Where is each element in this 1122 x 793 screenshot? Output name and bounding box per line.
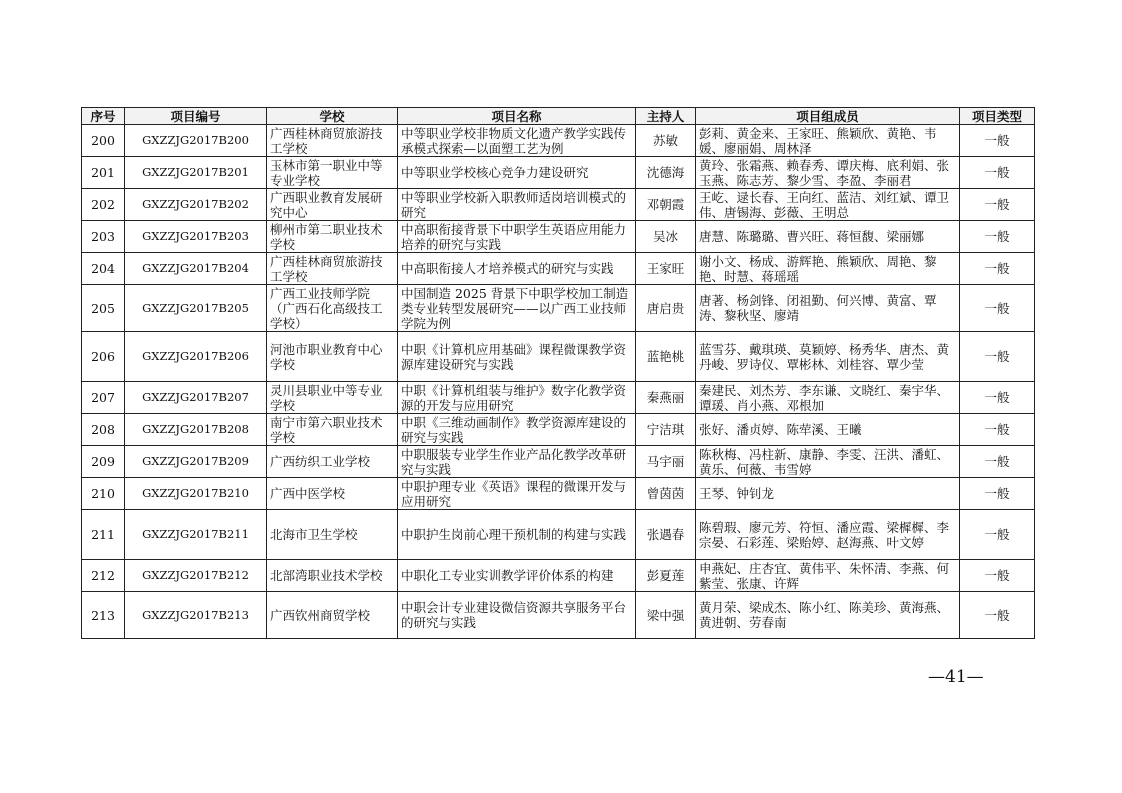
cell-type: 一般 <box>960 125 1035 157</box>
cell-code: GXZZJG2017B202 <box>125 189 267 221</box>
cell-school: 灵川县职业中等专业学校 <box>267 382 398 414</box>
cell-host: 邓朝霞 <box>636 189 696 221</box>
cell-project-name: 中职护生岗前心理干预机制的构建与实践 <box>398 510 636 560</box>
cell-index: 209 <box>82 446 125 478</box>
cell-host: 苏敏 <box>636 125 696 157</box>
header-type: 项目类型 <box>960 108 1035 125</box>
cell-host: 蓝艳桃 <box>636 332 696 382</box>
cell-host: 王家旺 <box>636 253 696 285</box>
cell-school: 北部湾职业技术学校 <box>267 560 398 592</box>
cell-members: 张好、潘贞婷、陈荦溪、王曦 <box>696 414 960 446</box>
cell-members: 黄月荣、梁成杰、陈小红、陈美珍、黄海燕、黄进朝、劳春南 <box>696 592 960 639</box>
table-row <box>82 592 1035 639</box>
cell-index: 203 <box>82 221 125 253</box>
cell-school: 广西职业教育发展研究中心 <box>267 189 398 221</box>
cell-code: GXZZJG2017B204 <box>125 253 267 285</box>
cell-type: 一般 <box>960 253 1035 285</box>
cell-code: GXZZJG2017B209 <box>125 446 267 478</box>
table-row <box>82 478 1035 510</box>
header-host: 主持人 <box>636 108 696 125</box>
cell-members: 陈秋梅、冯柱新、康静、李雯、汪洪、潘虹、黄乐、何薇、韦雪婷 <box>696 446 960 478</box>
cell-index: 205 <box>82 285 125 332</box>
cell-type: 一般 <box>960 285 1035 332</box>
cell-index: 211 <box>82 510 125 560</box>
cell-index: 204 <box>82 253 125 285</box>
cell-school: 广西桂林商贸旅游技工学校 <box>267 253 398 285</box>
cell-code: GXZZJG2017B212 <box>125 560 267 592</box>
table-row <box>82 414 1035 446</box>
cell-index: 208 <box>82 414 125 446</box>
cell-host: 宁洁琪 <box>636 414 696 446</box>
cell-host: 曾茵茵 <box>636 478 696 510</box>
cell-school: 玉林市第一职业中等专业学校 <box>267 157 398 189</box>
projects-table <box>81 107 1035 639</box>
cell-school: 柳州市第二职业技术学校 <box>267 221 398 253</box>
table-row <box>82 510 1035 560</box>
page-number: —41— <box>928 667 984 687</box>
cell-index: 212 <box>82 560 125 592</box>
cell-code: GXZZJG2017B207 <box>125 382 267 414</box>
cell-members: 申燕妃、庄杏宜、黄伟平、朱怀清、李燕、何紫莹、张康、许辉 <box>696 560 960 592</box>
cell-school: 南宁市第六职业技术学校 <box>267 414 398 446</box>
cell-type: 一般 <box>960 510 1035 560</box>
cell-school: 北海市卫生学校 <box>267 510 398 560</box>
cell-members: 谢小文、杨成、游辉艳、熊颖欣、周艳、黎艳、时慧、蒋瑶瑶 <box>696 253 960 285</box>
cell-host: 张遇春 <box>636 510 696 560</box>
table-row <box>82 125 1035 157</box>
table-row <box>82 560 1035 592</box>
cell-index: 210 <box>82 478 125 510</box>
cell-project-name: 中职会计专业建设微信资源共享服务平台的研究与实践 <box>398 592 636 639</box>
header-row <box>82 108 1035 125</box>
cell-code: GXZZJG2017B213 <box>125 592 267 639</box>
cell-project-name: 中职服装专业学生作业产品化教学改革研究与实践 <box>398 446 636 478</box>
cell-members: 黄玲、张霜燕、赖春秀、谭庆梅、底利娟、张玉燕、陈志芳、黎少雪、李盈、李丽君 <box>696 157 960 189</box>
cell-index: 202 <box>82 189 125 221</box>
cell-school: 河池市职业教育中心学校 <box>267 332 398 382</box>
cell-code: GXZZJG2017B211 <box>125 510 267 560</box>
cell-type: 一般 <box>960 592 1035 639</box>
cell-host: 梁中强 <box>636 592 696 639</box>
cell-type: 一般 <box>960 189 1035 221</box>
cell-project-name: 中等职业学校非物质文化遗产教学实践传承模式探索—以面塑工艺为例 <box>398 125 636 157</box>
header-school: 学校 <box>267 108 398 125</box>
cell-project-name: 中高职衔接人才培养模式的研究与实践 <box>398 253 636 285</box>
cell-type: 一般 <box>960 560 1035 592</box>
cell-index: 206 <box>82 332 125 382</box>
table-row <box>82 285 1035 332</box>
cell-host: 秦燕丽 <box>636 382 696 414</box>
cell-members: 蓝雪芬、戴琪瑛、莫颖婷、杨秀华、唐杰、黄丹峻、罗诗仪、覃彬林、刘桂容、覃少莹 <box>696 332 960 382</box>
table-row <box>82 221 1035 253</box>
cell-type: 一般 <box>960 446 1035 478</box>
cell-project-name: 中等职业学校核心竞争力建设研究 <box>398 157 636 189</box>
cell-type: 一般 <box>960 332 1035 382</box>
header-code: 项目编号 <box>125 108 267 125</box>
cell-code: GXZZJG2017B205 <box>125 285 267 332</box>
table-row <box>82 446 1035 478</box>
cell-members: 彭莉、黄金来、王家旺、熊颖欣、黄艳、韦媛、廖丽娟、周林泽 <box>696 125 960 157</box>
cell-host: 彭夏莲 <box>636 560 696 592</box>
cell-index: 201 <box>82 157 125 189</box>
cell-members: 秦建民、刘杰芳、李东谦、文晓红、秦宇华、谭瑗、肖小燕、邓根加 <box>696 382 960 414</box>
cell-host: 吴冰 <box>636 221 696 253</box>
cell-code: GXZZJG2017B206 <box>125 332 267 382</box>
cell-members: 王屹、逯长春、王向红、蓝洁、刘红斌、谭卫伟、唐锡海、彭薇、王明总 <box>696 189 960 221</box>
header-project-name: 项目名称 <box>398 108 636 125</box>
cell-type: 一般 <box>960 478 1035 510</box>
header-index: 序号 <box>82 108 125 125</box>
table-row <box>82 189 1035 221</box>
cell-host: 唐启贵 <box>636 285 696 332</box>
cell-code: GXZZJG2017B208 <box>125 414 267 446</box>
cell-project-name: 中职化工专业实训教学评价体系的构建 <box>398 560 636 592</box>
cell-school: 广西桂林商贸旅游技工学校 <box>267 125 398 157</box>
cell-members: 唐著、杨剑锋、闭祖勤、何兴博、黄富、覃涛、黎秋坚、廖靖 <box>696 285 960 332</box>
cell-school: 广西工业技师学院（广西石化高级技工学校） <box>267 285 398 332</box>
cell-project-name: 中等职业学校新入职教师适岗培训模式的研究 <box>398 189 636 221</box>
cell-host: 沈德海 <box>636 157 696 189</box>
cell-project-name: 中职护理专业《英语》课程的微课开发与应用研究 <box>398 478 636 510</box>
cell-school: 广西钦州商贸学校 <box>267 592 398 639</box>
cell-members: 王琴、钟钊龙 <box>696 478 960 510</box>
cell-project-name: 中高职衔接背景下中职学生英语应用能力培养的研究与实践 <box>398 221 636 253</box>
cell-project-name: 中职《计算机组装与维护》数字化教学资源的开发与应用研究 <box>398 382 636 414</box>
cell-project-name: 中职《计算机应用基础》课程微课教学资源库建设研究与实践 <box>398 332 636 382</box>
cell-code: GXZZJG2017B201 <box>125 157 267 189</box>
table-row <box>82 332 1035 382</box>
cell-project-name: 中国制造 2025 背景下中职学校加工制造类专业转型发展研究——以广西工业技师学院为例 <box>398 285 636 332</box>
cell-type: 一般 <box>960 221 1035 253</box>
table-header <box>82 108 1035 125</box>
cell-index: 200 <box>82 125 125 157</box>
cell-project-name: 中职《三维动画制作》教学资源库建设的研究与实践 <box>398 414 636 446</box>
table-body <box>82 125 1035 639</box>
cell-index: 213 <box>82 592 125 639</box>
cell-index: 207 <box>82 382 125 414</box>
cell-members: 陈碧瑕、廖元芳、符恒、潘应霞、梁樨樨、李宗晏、石彩莲、梁贻婷、赵海燕、叶文婷 <box>696 510 960 560</box>
cell-code: GXZZJG2017B200 <box>125 125 267 157</box>
cell-code: GXZZJG2017B203 <box>125 221 267 253</box>
cell-type: 一般 <box>960 382 1035 414</box>
cell-code: GXZZJG2017B210 <box>125 478 267 510</box>
header-members: 项目组成员 <box>696 108 960 125</box>
table-row <box>82 382 1035 414</box>
cell-school: 广西纺织工业学校 <box>267 446 398 478</box>
cell-type: 一般 <box>960 414 1035 446</box>
cell-school: 广西中医学校 <box>267 478 398 510</box>
table-row <box>82 157 1035 189</box>
cell-type: 一般 <box>960 157 1035 189</box>
cell-host: 马宇丽 <box>636 446 696 478</box>
table-row <box>82 253 1035 285</box>
cell-members: 唐慧、陈璐璐、曹兴旺、蒋恒馥、梁丽娜 <box>696 221 960 253</box>
